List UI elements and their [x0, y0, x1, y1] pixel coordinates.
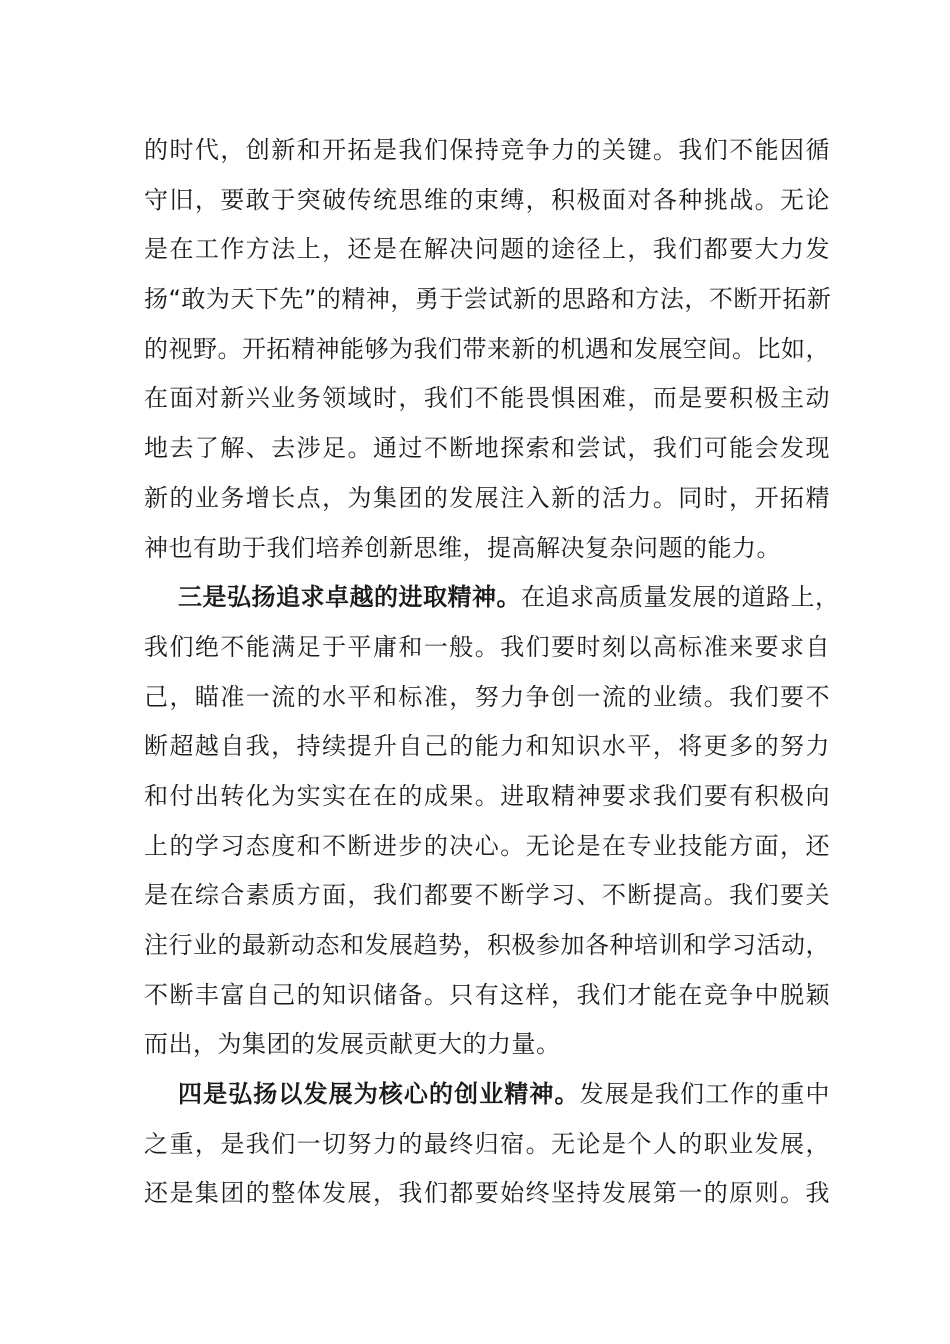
- text-line: 而出，为集团的发展贡献更大的力量。: [144, 1030, 561, 1059]
- paragraph-first-line: [144, 573, 840, 623]
- text-line: 新的业务增长点，为集团的发展注入新的活力。同时，开拓精: [144, 483, 830, 512]
- text-line: 在面对新兴业务领域时，我们不能畏惧困难，而是要积极主动: [144, 384, 830, 413]
- text-line: 我们绝不能满足于平庸和一般。我们要时刻以高标准来要求自: [144, 632, 830, 661]
- text-line: 注行业的最新动态和发展趋势，积极参加各种培训和学习活动，: [144, 931, 830, 959]
- body-text: [144, 126, 840, 1219]
- text-line: 断超越自我，持续提升自己的能力和知识水平，将更多的努力: [144, 732, 830, 761]
- text-line: 神也有助于我们培养创新思维，提高解决复杂问题的能力。: [144, 533, 781, 562]
- text-line: 己，瞄准一流的水平和标准，努力争创一流的业绩。我们要不: [144, 682, 830, 711]
- section-heading: 四是弘扬以发展为核心的创业精神。: [178, 1080, 580, 1109]
- text-line: 之重，是我们一切努力的最终归宿。无论是个人的职业发展，: [144, 1129, 830, 1158]
- paragraph-first-line: [144, 1070, 830, 1120]
- text-line: 扬“敢为天下先”的精神，勇于尝试新的思路和方法，不断开拓新: [144, 285, 832, 314]
- text-line: 还是集团的整体发展，我们都要始终坚持发展第一的原则。我: [144, 1179, 830, 1208]
- text-line: 不断丰富自己的知识储备。只有这样，我们才能在竞争中脱颖: [144, 980, 830, 1009]
- text-line: 的视野。开拓精神能够为我们带来新的机遇和发展空间。比如，: [144, 334, 830, 363]
- text-line: 上的学习态度和不断进步的决心。无论是在专业技能方面，还: [144, 831, 830, 860]
- heading-trailing-text: 发展是我们工作的重中: [579, 1080, 831, 1109]
- text-line: 和付出转化为实实在在的成果。进取精神要求我们要有积极向: [144, 781, 830, 810]
- text-line: 的时代，创新和开拓是我们保持竞争力的关键。我们不能因循: [144, 136, 830, 164]
- text-line: 是在综合素质方面，我们都要不断学习、不断提高。我们要关: [144, 881, 830, 910]
- section-heading: 三是弘扬追求卓越的进取精神。: [178, 583, 521, 612]
- text-line: 是在工作方法上，还是在解决问题的途径上，我们都要大力发: [144, 235, 830, 264]
- heading-trailing-text: 在追求高质量发展的道路上，: [521, 583, 840, 612]
- text-line: 地去了解、去涉足。通过不断地探索和尝试，我们可能会发现: [144, 434, 830, 463]
- text-line: 守旧，要敢于突破传统思维的束缚，积极面对各种挑战。无论: [144, 185, 830, 214]
